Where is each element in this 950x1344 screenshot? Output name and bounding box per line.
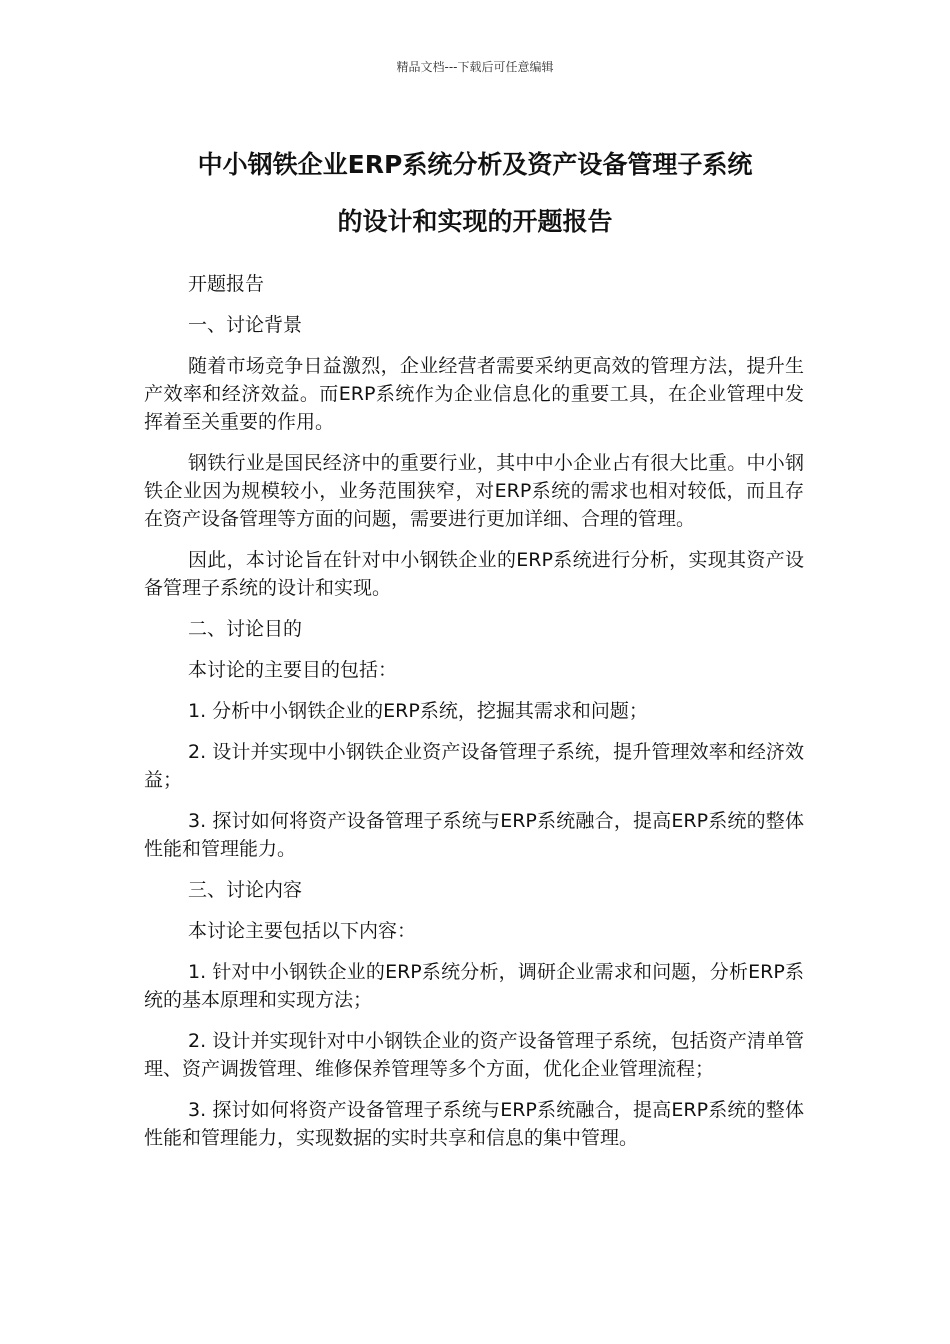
paragraph-background-3: 因此，本讨论旨在针对中小钢铁企业的ERP系统进行分析，实现其资产设备管理子系统的设计和实现。	[144, 549, 804, 599]
document-title	[120, 136, 830, 250]
list-item-purpose-2: 2. 设计并实现中小钢铁企业资产设备管理子系统，提升管理效率和经济效益；	[144, 741, 804, 791]
header-note: 精品文档---下载后可任意编辑	[396, 60, 554, 74]
section-heading-content: 三、讨论内容	[188, 879, 303, 901]
section-label-report: 开题报告	[188, 273, 265, 295]
document-body	[144, 270, 804, 1165]
list-item-purpose-1: 1. 分析中小钢铁企业的ERP系统，挖掘其需求和问题；	[188, 700, 648, 722]
title-line-2: 的设计和实现的开题报告	[337, 207, 613, 236]
list-item-content-2: 2. 设计并实现针对中小钢铁企业的资产设备管理子系统，包括资产清单管理、资产调拨管理、维修保养管理等多个方面，优化企业管理流程；	[144, 1030, 804, 1080]
title-line-1: 中小钢铁企业ERP系统分析及资产设备管理子系统	[197, 150, 753, 179]
section-heading-purpose: 二、讨论目的	[188, 618, 303, 640]
list-item-content-3: 3. 探讨如何将资产设备管理子系统与ERP系统融合，提高ERP系统的整体性能和管理能力，实现数据的实时共享和信息的集中管理。	[144, 1099, 804, 1149]
list-item-purpose-3: 3. 探讨如何将资产设备管理子系统与ERP系统融合，提高ERP系统的整体性能和管理能力。	[144, 810, 804, 860]
paragraph-background-2: 钢铁行业是国民经济中的重要行业，其中中小企业占有很大比重。中小钢铁企业因为规模较小，业务范围狭窄，对ERP系统的需求也相对较低，而且存在资产设备管理等方面的问题，需要进行更加详细、合理的管理。	[144, 452, 804, 530]
list-item-content-1: 1. 针对中小钢铁企业的ERP系统分析，调研企业需求和问题，分析ERP系统的基本原理和实现方法；	[144, 961, 804, 1011]
section-heading-background: 一、讨论背景	[188, 314, 303, 336]
paragraph-purpose-intro: 本讨论的主要目的包括：	[188, 659, 398, 681]
paragraph-content-intro: 本讨论主要包括以下内容：	[188, 920, 417, 942]
paragraph-background-1: 随着市场竞争日益激烈，企业经营者需要采纳更高效的管理方法，提升生产效率和经济效益。而ERP系统作为企业信息化的重要工具，在企业管理中发挥着至关重要的作用。	[144, 355, 804, 433]
